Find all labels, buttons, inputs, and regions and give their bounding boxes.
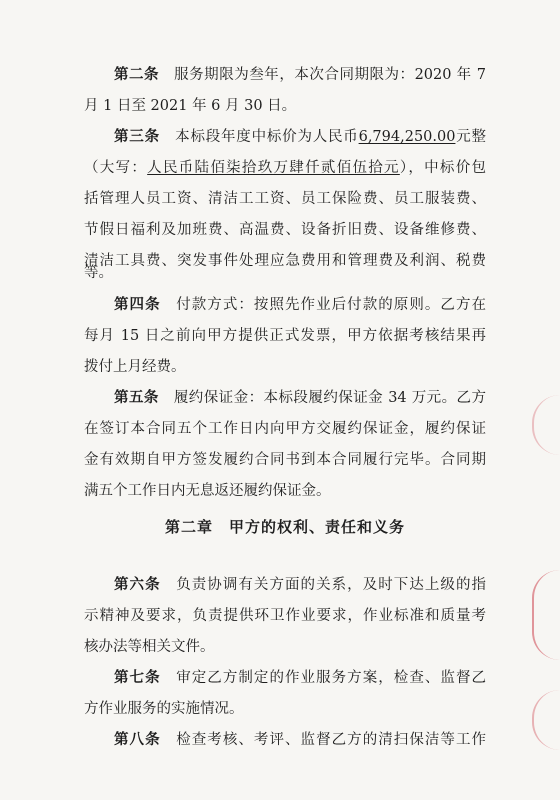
article-6-line-3: 核办法等相关文件。 <box>84 639 215 655</box>
contract-amount: 6,794,250.00 <box>358 129 456 145</box>
article-2-line-2: 月 1 日至 2021 年 6 月 30 日。 <box>84 98 297 114</box>
article-8-heading: 第八条 <box>114 731 161 748</box>
article-7-text-1: 审定乙方制定的作业服务方案，检查、监督乙 <box>176 670 486 686</box>
article-4-text-1: 付款方式：按照先作业后付款的原则。乙方在 <box>176 297 486 313</box>
article-3-text-1a: 本标段年度中标价为人民币 <box>175 129 359 145</box>
contract-amount-words: 人民币陆佰柒拾玖万肆仟贰佰伍拾元 <box>147 160 400 176</box>
article-3-line-2 <box>84 159 486 177</box>
seal-stamp-mark <box>532 570 560 660</box>
article-3-text-2a: （大写： <box>84 160 148 176</box>
article-3-line-1 <box>114 128 486 146</box>
article-3-heading: 第三条 <box>114 128 160 145</box>
article-4-heading: 第四条 <box>114 296 161 313</box>
article-5-line-4: 满五个工作日内无息返还履约保证金。 <box>84 483 331 499</box>
article-6-text-1: 负责协调有关方面的关系，及时下达上级的指 <box>176 577 486 593</box>
seal-stamp-mark <box>532 690 560 750</box>
article-8-text-1: 检查考核、考评、监督乙方的清扫保洁等工作 <box>176 732 486 748</box>
article-3-line-4: 节假日福利及加班费、高温费、设备折旧费、设备维修费、 <box>84 222 486 238</box>
article-2-line-1 <box>114 66 486 84</box>
article-3-line-6: 等。 <box>84 265 113 281</box>
chapter-2-heading: 第二章 甲方的权利、责任和义务 <box>164 518 405 536</box>
article-3-text-1b: 元整 <box>455 129 486 145</box>
article-3-text-2b: ），中标价包 <box>399 160 486 176</box>
article-5-heading: 第五条 <box>114 389 159 406</box>
article-7-heading: 第七条 <box>114 669 161 686</box>
article-6-heading: 第六条 <box>114 576 161 593</box>
article-5-text-1: 履约保证金：本标段履约保证金 34 万元。乙方 <box>173 390 486 406</box>
article-7-line-1 <box>114 669 486 687</box>
article-6-line-1 <box>114 576 486 594</box>
article-2-text-1: 服务期限为叁年，本次合同期限为：2020 年 7 <box>174 67 486 83</box>
article-3-line-5: 清洁工具费、突发事件处理应急费用和管理费及利润、税费 <box>84 253 486 269</box>
article-2-heading: 第二条 <box>114 66 160 83</box>
article-4-line-1 <box>114 296 486 314</box>
article-3-line-3: 括管理人员工资、清洁工工资、员工保险费、员工服装费、 <box>84 191 486 207</box>
article-8-line-1 <box>114 731 486 749</box>
seal-stamp-mark <box>532 395 560 455</box>
article-4-line-3: 拨付上月经费。 <box>84 359 186 375</box>
article-5-line-1 <box>114 389 486 407</box>
article-5-line-3: 金有效期自甲方签发履约合同书到本合同履行完毕。合同期 <box>84 452 486 468</box>
article-6-line-2: 示精神及要求，负责提供环卫作业要求，作业标准和质量考 <box>84 608 486 624</box>
article-4-line-2: 每月 15 日之前向甲方提供正式发票，甲方依据考核结果再 <box>84 328 486 344</box>
article-5-line-2: 在签订本合同五个工作日内向甲方交履约保证金，履约保证 <box>84 421 486 437</box>
article-7-line-2: 方作业服务的实施情况。 <box>84 701 244 717</box>
